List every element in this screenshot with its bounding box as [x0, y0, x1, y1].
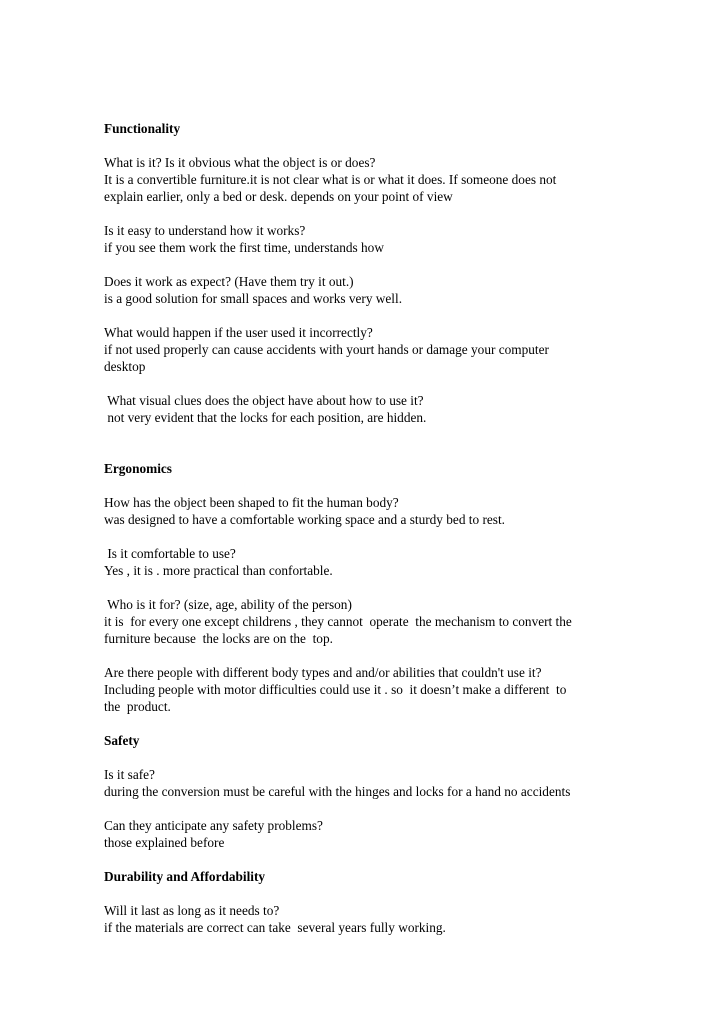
question-text: Does it work as expect? (Have them try it out.) [104, 274, 354, 289]
section-heading-ergonomics: Ergonomics [104, 461, 172, 476]
question-text: Is it safe? [104, 767, 155, 782]
qa-block [104, 154, 664, 205]
qa-block [104, 545, 664, 579]
qa-block [104, 817, 664, 851]
answer-text: it is for every one except childrens , they cannot operate the mechanism to convert the [104, 614, 572, 629]
question-text: What is it? Is it obvious what the object is or does? [104, 155, 376, 170]
qa-block [104, 222, 664, 256]
answer-text: Yes , it is . more practical than confortable. [104, 563, 333, 578]
section-heading-durability: Durability and Affordability [104, 869, 266, 884]
question-text: What visual clues does the object have about how to use it? [104, 393, 424, 408]
qa-block [104, 392, 664, 426]
question-text: Is it comfortable to use? [104, 546, 236, 561]
answer-text: if the materials are correct can take several years fully working. [104, 920, 446, 935]
qa-block [104, 494, 664, 528]
qa-block [104, 596, 664, 647]
qa-block [104, 324, 664, 375]
answer-text: desktop [104, 359, 146, 374]
qa-block [104, 273, 664, 307]
document-body [104, 120, 664, 953]
qa-block [104, 664, 664, 715]
question-text: Will it last as long as it needs to? [104, 903, 280, 918]
question-text: Who is it for? (size, age, ability of the person) [104, 597, 352, 612]
answer-text: furniture because the locks are on the top. [104, 631, 333, 646]
answer-text: explain earlier, only a bed or desk. depends on your point of view [104, 189, 453, 204]
qa-block [104, 902, 664, 936]
answer-text: is a good solution for small spaces and works very well. [104, 291, 403, 306]
question-text: What would happen if the user used it incorrectly? [104, 325, 373, 340]
answer-text: Including people with motor difficulties could use it . so it doesn’t make a different to [104, 682, 567, 697]
section-heading-safety: Safety [104, 733, 140, 748]
answer-text: the product. [104, 699, 171, 714]
answer-text: if you see them work the first time, understands how [104, 240, 384, 255]
answer-text: It is a convertible furniture.it is not clear what is or what it does. If someone does not [104, 172, 557, 187]
section-spacer [104, 443, 664, 460]
answer-text: not very evident that the locks for each position, are hidden. [104, 410, 427, 425]
section-heading-functionality: Functionality [104, 121, 181, 136]
answer-text: during the conversion must be careful with the hinges and locks for a hand no accidents [104, 784, 571, 799]
question-text: Are there people with different body types and and/or abilities that couldn't use it? [104, 665, 542, 680]
answer-text: if not used properly can cause accidents with yourt hands or damage your computer [104, 342, 549, 357]
question-text: Is it easy to understand how it works? [104, 223, 306, 238]
answer-text: those explained before [104, 835, 225, 850]
question-text: How has the object been shaped to fit the human body? [104, 495, 399, 510]
question-text: Can they anticipate any safety problems? [104, 818, 323, 833]
qa-block [104, 766, 664, 800]
answer-text: was designed to have a comfortable working space and a sturdy bed to rest. [104, 512, 505, 527]
